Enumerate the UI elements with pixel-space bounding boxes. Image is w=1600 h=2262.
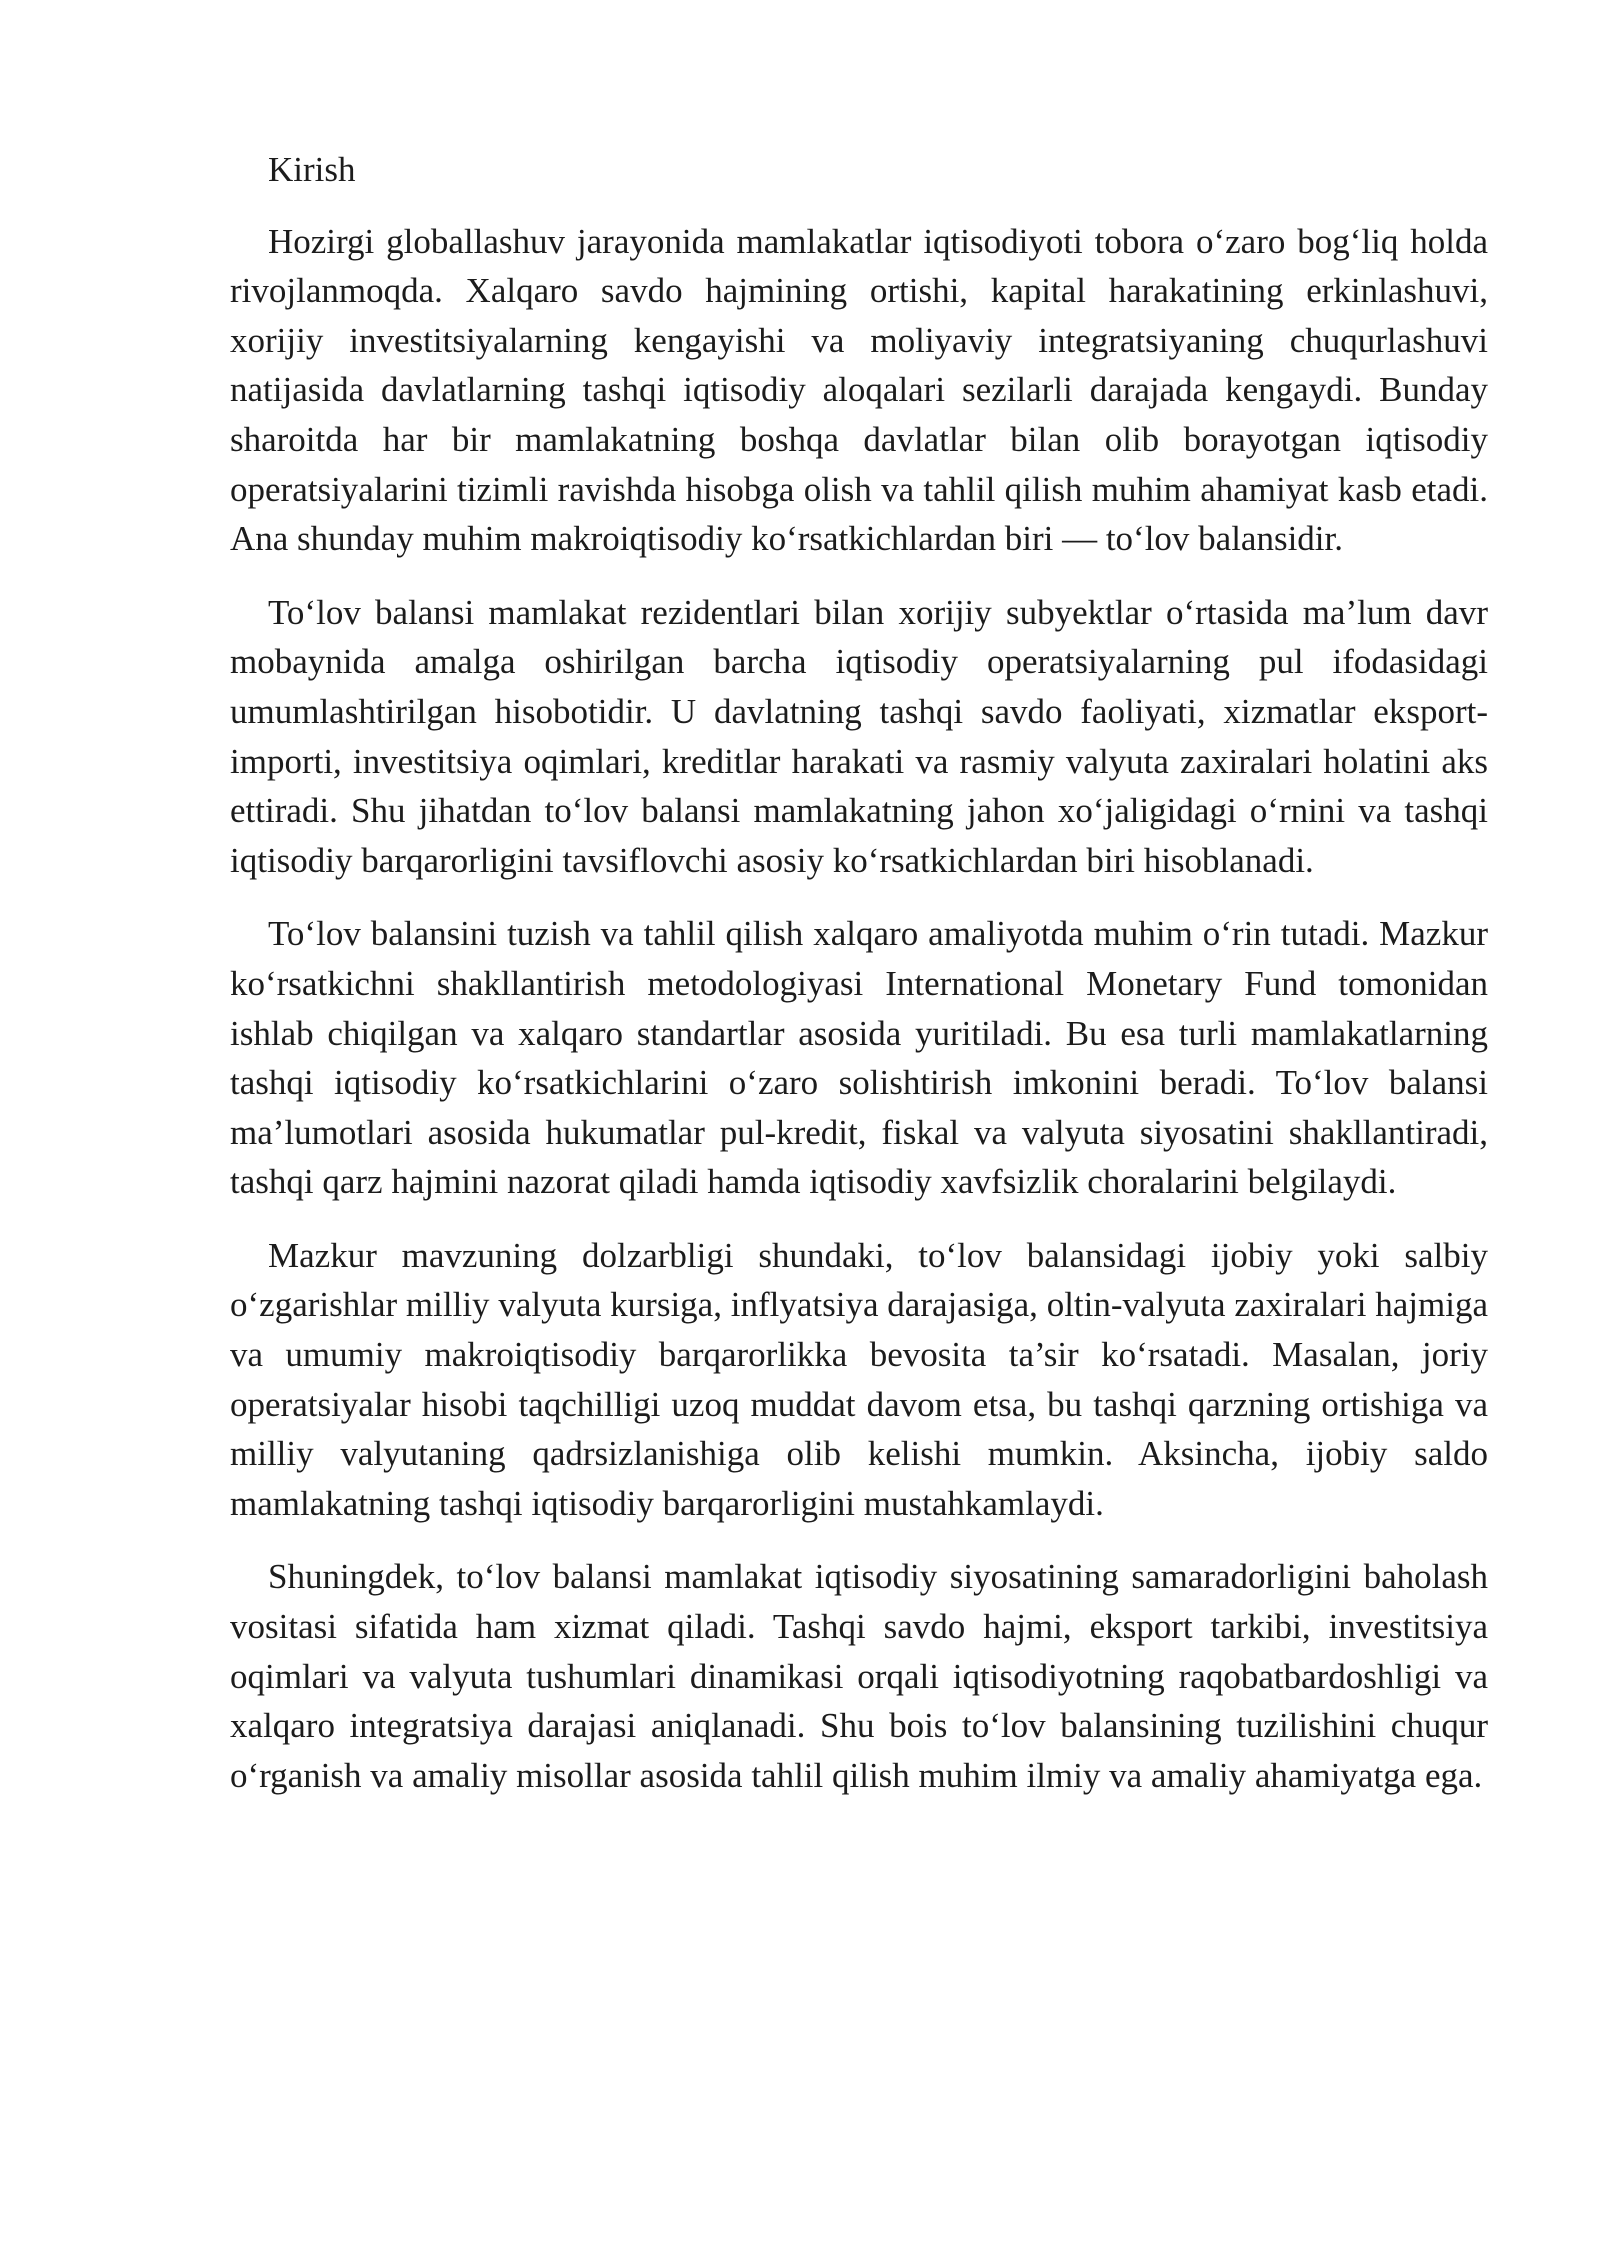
paragraph-1: Hozirgi globallashuv jarayonida mamlakatlar iqtisodiyoti tobora o‘zaro bog‘liq holda rivojlanmoqda. Xalqaro savdo hajmining ortishi, kapital harakatining erkinlashuvi, xorijiy investitsiyalarning kengayishi va moliyaviy integratsiyaning chuqurlashuvi natijasida davlatlarning tashqi iqtisodiy aloqalari sezilarli darajada kengaydi. Bunday sharoitda har bir mamlakatning boshqa davlatlar bilan olib borayotgan iqtisodiy operatsiyalarini tizimli ravishda hisobga olish va tahlil qilish muhim ahamiyat kasb etadi. Ana shunday muhim makroiqtisodiy ko‘rsatkichlardan biri — to‘lov balansidir. [230,221,1488,559]
paragraph-4: Mazkur mavzuning dolzarbligi shundaki, to‘lov balansidagi ijobiy yoki salbiy o‘zgarishlar milliy valyuta kursiga, inflyatsiya darajasiga, oltin-valyuta zaxiralari hajmiga va umumiy makroiqtisodiy barqarorlikka bevosita ta’sir ko‘rsatadi. Masalan, joriy operatsiyalar hisobi taqchilligi uzoq muddat davom etsa, bu tashqi qarzning ortishiga va milliy valyutaning qadrsizlanishiga olib kelishi mumkin. Aksincha, ijobiy saldo mamlakatning tashqi iqtisodiy barqarorligini mustahkamlaydi. [230,1235,1488,1523]
paragraph-5: Shuningdek, to‘lov balansi mamlakat iqtisodiy siyosatining samaradorligini baholash vositasi sifatida ham xizmat qiladi. Tashqi savdo hajmi, eksport tarkibi, investitsiya oqimlari va valyuta tushumlari dinamikasi orqali iqtisodiyotning raqobatbardoshligi va xalqaro integratsiya darajasi aniqlanadi. Shu bois to‘lov balansining tuzilishini chuqur o‘rganish va amaliy misollar asosida tahlil qilish muhim ilmiy va amaliy ahamiyatga ega. [230,1557,1488,1795]
paragraph-3: To‘lov balansini tuzish va tahlil qilish xalqaro amaliyotda muhim o‘rin tutadi. Mazkur ko‘rsatkichni shakllantirish metodologiyasi International Monetary Fund tomonidan ishlab chiqilgan va xalqaro standartlar asosida yuritiladi. Bu esa turli mamlakatlarning tashqi iqtisodiy ko‘rsatkichlarini o‘zaro solishtirish imkonini beradi. To‘lov balansi ma’lumotlari asosida hukumatlar pul-kredit, fiskal va valyuta siyosatini shakllantiradi, tashqi qarz hajmini nazorat qiladi hamda iqtisodiy xavfsizlik choralarini belgilaydi. [230,914,1488,1202]
document-body [230,145,1488,1824]
section-heading: Kirish [268,150,356,189]
paragraph-2: To‘lov balansi mamlakat rezidentlari bilan xorijiy subyektlar o‘rtasida ma’lum davr mobaynida amalga oshirilgan barcha iqtisodiy operatsiyalarning pul ifodasidagi umumlashtirilgan hisobotidir. U davlatning tashqi savdo faoliyati, xizmatlar eksport-importi, investitsiya oqimlari, kreditlar harakati va rasmiy valyuta zaxiralari holatini aks ettiradi. Shu jihatdan to‘lov balansi mamlakatning jahon xo‘jaligidagi o‘rnini va tashqi iqtisodiy barqarorligini tavsiflovchi asosiy ko‘rsatkichlardan biri hisoblanadi. [230,592,1488,880]
